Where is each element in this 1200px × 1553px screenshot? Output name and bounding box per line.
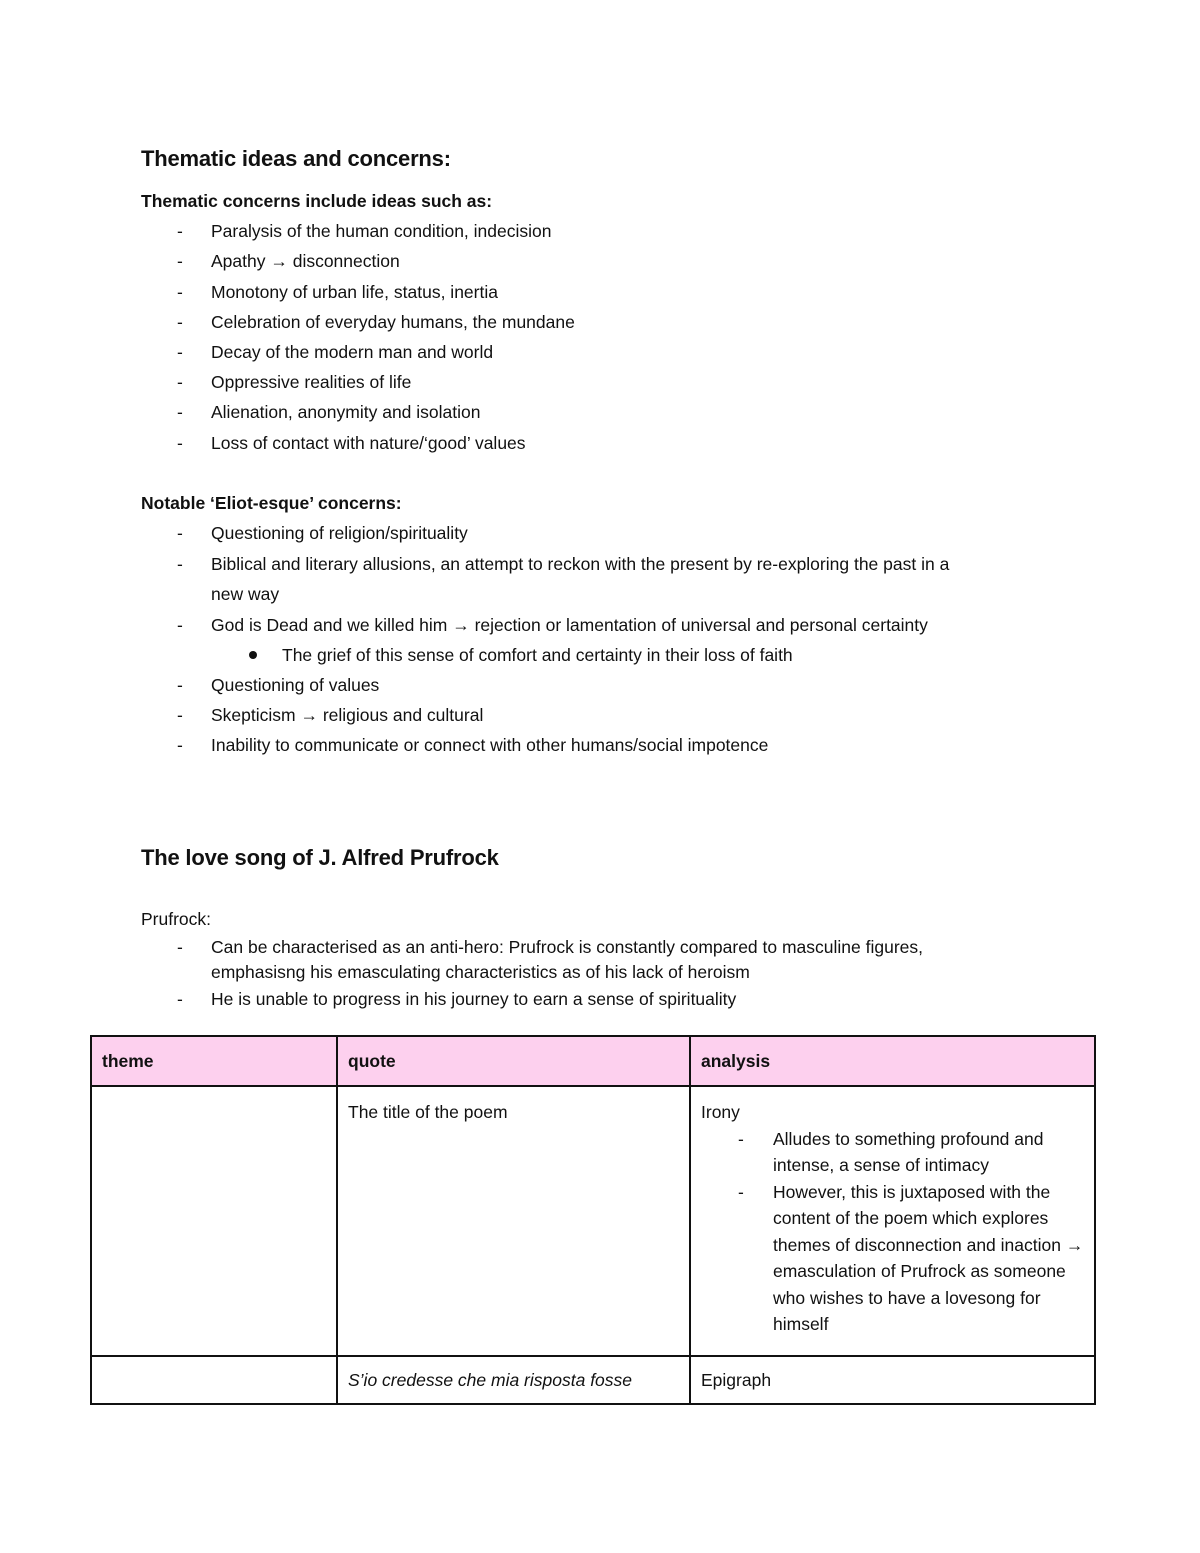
list-item bbox=[701, 1179, 1084, 1338]
list-item: Biblical and literary allusions, an attempt to reckon with the present by re-exploring the past in a bbox=[211, 554, 950, 574]
list-item: Questioning of values bbox=[211, 675, 380, 695]
dash-marker: - bbox=[177, 402, 183, 422]
heading-thematic-ideas: Thematic ideas and concerns: bbox=[141, 146, 451, 171]
cell-theme bbox=[91, 1356, 337, 1404]
list-item: Monotony of urban life, status, inertia bbox=[211, 282, 498, 302]
dash-marker: - bbox=[177, 433, 183, 453]
list-item: Celebration of everyday humans, the mundane bbox=[211, 312, 575, 332]
dash-marker: - bbox=[177, 554, 183, 574]
table-row bbox=[91, 1086, 1095, 1356]
analysis-points bbox=[701, 1126, 1084, 1338]
cell-analysis: Epigraph bbox=[690, 1356, 1095, 1404]
bullet-marker bbox=[249, 651, 257, 659]
dash-marker: - bbox=[177, 675, 183, 695]
prufrock-label: Prufrock: bbox=[141, 909, 212, 929]
analysis-table bbox=[90, 1035, 1096, 1405]
analysis-point-text: Alludes to something profound and intense, a sense of intimacy bbox=[773, 1128, 1044, 1175]
dash-marker: - bbox=[177, 372, 183, 392]
list-item: Skepticism → religious and cultural bbox=[211, 705, 484, 725]
table-header-row bbox=[91, 1036, 1095, 1086]
dash-marker: - bbox=[177, 615, 183, 635]
list-item: Loss of contact with nature/‘good’ values bbox=[211, 433, 526, 453]
dash-marker: - bbox=[738, 1128, 744, 1149]
dash-marker: - bbox=[177, 221, 183, 241]
list-item: Inability to communicate or connect with other humans/social impotence bbox=[211, 735, 769, 755]
dash-marker: - bbox=[177, 282, 183, 302]
dash-marker: - bbox=[177, 251, 183, 271]
dash-marker: - bbox=[177, 735, 183, 755]
dash-marker: - bbox=[177, 705, 183, 725]
cell-quote: S’io credesse che mia risposta fosse bbox=[337, 1356, 690, 1404]
thematic-intro: Thematic concerns include ideas such as: bbox=[141, 191, 493, 211]
list-item: Paralysis of the human condition, indecision bbox=[211, 221, 552, 241]
header-analysis: analysis bbox=[690, 1036, 1095, 1086]
list-item: Apathy → disconnection bbox=[211, 251, 400, 271]
dash-marker: - bbox=[177, 989, 183, 1009]
cell-quote: The title of the poem bbox=[337, 1086, 690, 1356]
header-theme: theme bbox=[91, 1036, 337, 1086]
list-item: Can be characterised as an anti-hero: Prufrock is constantly compared to masculine figures, bbox=[211, 937, 924, 957]
sub-list-item: The grief of this sense of comfort and certainty in their loss of faith bbox=[282, 645, 793, 665]
dash-marker: - bbox=[738, 1181, 744, 1202]
list-item: Oppressive realities of life bbox=[211, 372, 412, 392]
list-item: Decay of the modern man and world bbox=[211, 342, 494, 362]
analysis-title: Irony bbox=[701, 1102, 740, 1122]
list-item bbox=[701, 1126, 1084, 1179]
list-item: Alienation, anonymity and isolation bbox=[211, 402, 481, 422]
dash-marker: - bbox=[177, 937, 183, 957]
list-item-continuation: new way bbox=[211, 584, 280, 604]
dash-marker: - bbox=[177, 523, 183, 543]
list-item: He is unable to progress in his journey to earn a sense of spirituality bbox=[211, 989, 737, 1009]
dash-marker: - bbox=[177, 342, 183, 362]
list-item: God is Dead and we killed him → rejection or lamentation of universal and personal certainty bbox=[211, 615, 928, 635]
list-item-continuation: emphasisng his emasculating characteristics as of his lack of heroism bbox=[211, 962, 750, 982]
list-item: Questioning of religion/spirituality bbox=[211, 523, 468, 543]
cell-theme bbox=[91, 1086, 337, 1356]
eliot-concerns-intro: Notable ‘Eliot-esque’ concerns: bbox=[141, 493, 402, 513]
header-quote: quote bbox=[337, 1036, 690, 1086]
analysis-point-text: However, this is juxtaposed with the content of the poem which explores themes of disconnection and inaction → emasculation of Prufrock as someone who wishes to have a lovesong for himself bbox=[773, 1181, 1084, 1334]
dash-marker: - bbox=[177, 312, 183, 332]
cell-analysis bbox=[690, 1086, 1095, 1356]
table-row bbox=[91, 1356, 1095, 1404]
heading-prufrock: The love song of J. Alfred Prufrock bbox=[141, 845, 499, 870]
